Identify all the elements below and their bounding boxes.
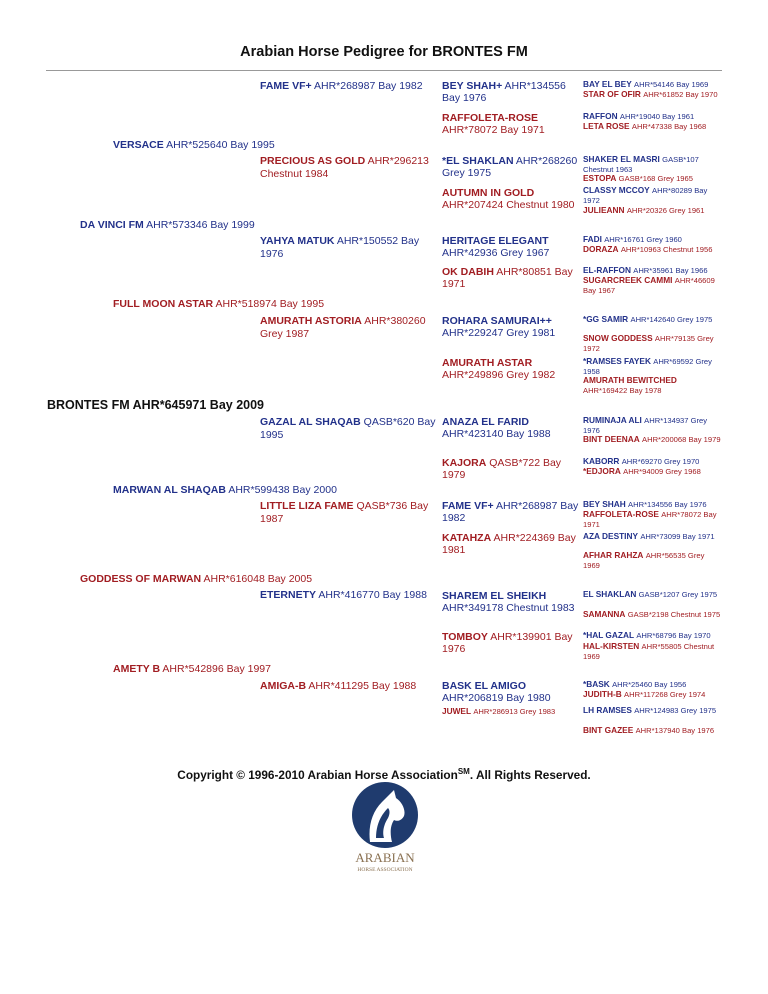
pedigree-entry: BEY SHAH AHR*134556 Bay 1976 xyxy=(583,499,707,509)
pedigree-entry: *HAL GAZAL AHR*68796 Bay 1970 xyxy=(583,630,711,640)
pedigree-entry: AUTUMN IN GOLD AHR*207424 Chestnut 1980 xyxy=(442,187,575,211)
pedigree-entry: SAMANNA GASB*2198 Chestnut 1975 xyxy=(583,609,721,619)
pedigree-entry: BAY EL BEY AHR*54146 Bay 1969 xyxy=(583,79,709,89)
pedigree-entry: PRECIOUS AS GOLD AHR*296213 Chestnut 1984 xyxy=(260,155,429,180)
pedigree-entry: AFHAR RAHZA AHR*56535 Grey 1969 xyxy=(583,550,705,570)
pedigree-entry: LITTLE LIZA FAME QASB*736 Bay 1987 xyxy=(260,500,429,525)
pedigree-entry: RAFFON AHR*19040 Bay 1961 xyxy=(583,111,695,121)
subject-horse: BRONTES FM AHR*645971 Bay 2009 xyxy=(47,398,264,412)
pedigree-entry: BEY SHAH+ AHR*134556 Bay 1976 xyxy=(442,80,566,104)
pedigree-entry: STAR OF OFIR AHR*61852 Bay 1970 xyxy=(583,89,718,99)
pedigree-entry: BASK EL AMIGO AHR*206819 Bay 1980 xyxy=(442,680,551,704)
copyright-notice: Copyright © 1996-2010 Arabian Horse Association℠. All Rights Reserved. xyxy=(177,767,591,782)
pedigree-entry: DORAZA AHR*10963 Chestnut 1956 xyxy=(583,244,713,254)
pedigree-entry: FULL MOON ASTAR AHR*518974 Bay 1995 xyxy=(113,298,325,310)
svg-text:ARABIAN: ARABIAN xyxy=(355,850,415,865)
pedigree-entry: CLASSY MCCOY AHR*80289 Bay 1972 xyxy=(583,185,708,205)
horse-head-icon xyxy=(346,780,424,874)
pedigree-entry: HAL-KIRSTEN AHR*55805 Chestnut 1969 xyxy=(583,641,715,661)
title-divider xyxy=(46,70,722,71)
page-title: Arabian Horse Pedigree for BRONTES FM xyxy=(240,44,528,60)
pedigree-entry: JUDITH-B AHR*117268 Grey 1974 xyxy=(583,689,706,699)
pedigree-entry: DA VINCI FM AHR*573346 Bay 1999 xyxy=(80,219,255,231)
pedigree-entry: ESTOPA GASB*168 Grey 1965 xyxy=(583,173,693,183)
pedigree-entry: LETA ROSE AHR*47338 Bay 1968 xyxy=(583,121,707,131)
arabian-horse-association-logo xyxy=(346,780,424,874)
pedigree-entry: *BASK AHR*25460 Bay 1956 xyxy=(583,679,687,689)
pedigree-entry: TOMBOY AHR*139901 Bay 1976 xyxy=(442,631,573,655)
pedigree-entry: YAHYA MATUK AHR*150552 Bay 1976 xyxy=(260,235,420,260)
pedigree-entry: AZA DESTINY AHR*73099 Bay 1971 xyxy=(583,531,715,541)
pedigree-entry: JULIEANN AHR*20326 Grey 1961 xyxy=(583,205,705,215)
pedigree-entry: AMETY B AHR*542896 Bay 1997 xyxy=(113,663,271,675)
pedigree-entry: FADI AHR*16761 Grey 1960 xyxy=(583,234,682,244)
pedigree-entry: OK DABIH AHR*80851 Bay 1971 xyxy=(442,266,573,290)
pedigree-entry: ANAZA EL FARID AHR*423140 Bay 1988 xyxy=(442,416,551,440)
pedigree-entry: VERSACE AHR*525640 Bay 1995 xyxy=(113,139,275,151)
pedigree-entry: RAFFOLETA-ROSE AHR*78072 Bay 1971 xyxy=(442,112,545,136)
pedigree-entry: GODDESS OF MARWAN AHR*616048 Bay 2005 xyxy=(80,573,313,585)
pedigree-entry: FAME VF+ AHR*268987 Bay 1982 xyxy=(260,80,423,92)
pedigree-entry: SHAKER EL MASRI GASB*107 Chestnut 1963 xyxy=(583,154,699,174)
pedigree-entry: EL-RAFFON AHR*35961 Bay 1966 xyxy=(583,265,708,275)
pedigree-entry: *GG SAMIR AHR*142640 Grey 1975 xyxy=(583,314,713,324)
pedigree-entry: SNOW GODDESS AHR*79135 Grey 1972 xyxy=(583,333,714,353)
pedigree-entry: RAFFOLETA-ROSE AHR*78072 Bay 1971 xyxy=(583,509,717,529)
pedigree-entry: KATAHZA AHR*224369 Bay 1981 xyxy=(442,532,576,556)
pedigree-entry: AMIGA-B AHR*411295 Bay 1988 xyxy=(260,680,417,692)
pedigree-entry: ROHARA SAMURAI++ AHR*229247 Grey 1981 xyxy=(442,315,556,339)
pedigree-entry: SUGARCREEK CAMMI AHR*46609 Bay 1967 xyxy=(583,275,715,295)
pedigree-entry: ETERNETY AHR*416770 Bay 1988 xyxy=(260,589,427,601)
pedigree-entry: AMURATH ASTORIA AHR*380260 Grey 1987 xyxy=(260,315,426,340)
pedigree-entry: *EL SHAKLAN AHR*268260 Grey 1975 xyxy=(442,155,578,179)
pedigree-entry: LH RAMSES AHR*124983 Grey 1975 xyxy=(583,705,717,715)
pedigree-entry: FAME VF+ AHR*268987 Bay 1982 xyxy=(442,500,579,524)
pedigree-entry: EL SHAKLAN GASB*1207 Grey 1975 xyxy=(583,589,718,599)
pedigree-entry: RUMINAJA ALI AHR*134937 Grey 1976 xyxy=(583,415,708,435)
pedigree-entry: SHAREM EL SHEIKH AHR*349178 Chestnut 1983 xyxy=(442,590,575,614)
pedigree-entry: KABORR AHR*69270 Grey 1970 xyxy=(583,456,700,466)
pedigree-entry: KAJORA QASB*722 Bay 1979 xyxy=(442,457,562,481)
pedigree-entry: *EDJORA AHR*94009 Grey 1968 xyxy=(583,466,701,476)
pedigree-entry: AMURATH ASTAR AHR*249896 Grey 1982 xyxy=(442,357,556,381)
pedigree-entry: MARWAN AL SHAQAB AHR*599438 Bay 2000 xyxy=(113,484,337,496)
pedigree-entry: *RAMSES FAYEK AHR*69592 Grey 1958 xyxy=(583,356,712,376)
pedigree-entry: GAZAL AL SHAQAB QASB*620 Bay 1995 xyxy=(260,416,436,441)
pedigree-entry: JUWEL AHR*286913 Grey 1983 xyxy=(442,706,556,716)
svg-text:HORSE ASSOCIATION: HORSE ASSOCIATION xyxy=(357,867,413,873)
pedigree-entry: AMURATH BEWITCHED AHR*169422 Bay 1978 xyxy=(583,375,677,395)
pedigree-entry: HERITAGE ELEGANT AHR*42936 Grey 1967 xyxy=(442,235,550,259)
pedigree-entry: BINT DEENAA AHR*200068 Bay 1979 xyxy=(583,434,721,444)
pedigree-entry: BINT GAZEE AHR*137940 Bay 1976 xyxy=(583,725,715,735)
